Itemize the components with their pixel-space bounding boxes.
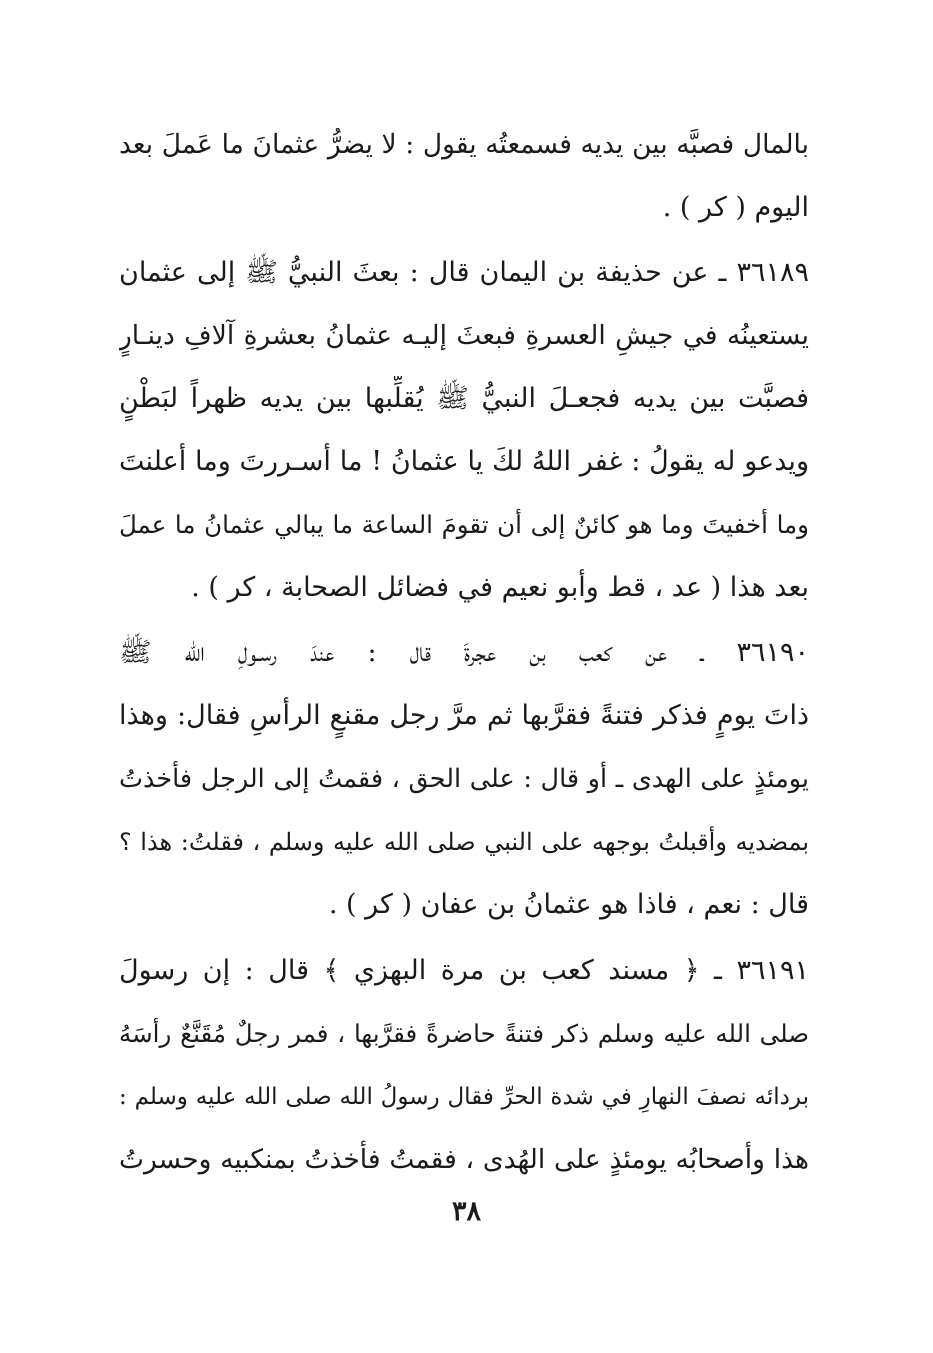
- hadith-heading-line: ٣٦١٩٠ ـ عن كعب بن عجرةَ قال : عندَ رسـولِ الله ﷺ: [119, 637, 809, 668]
- text-line: وما أخفيتَ وما هو كائنٌ إلى أن تقومَ الساعة ما يبالي عثمانُ ما عملَ: [119, 510, 809, 539]
- text-line: بمضديه وأقبلتُ بوجهه على النبي صلى الله عليه وسلم ، فقلتُ: هذا ؟: [119, 828, 809, 856]
- text-line: يومئذٍ على الهدى ـ أو قال : على الحق ، فقمتُ إلى الرجل فأخذتُ: [119, 764, 809, 794]
- text-line: بعد هذا ( عد ، قط وأبو نعيم في فضائل الصحابة ، كر ) .: [191, 572, 809, 603]
- text-line: هذا وأصحابُه يومئذٍ على الهُدى ، فقمتُ فأخذتُ بمنكبيه وحسرتُ: [119, 1144, 809, 1175]
- text-line: اليوم ( كر ) .: [662, 192, 809, 223]
- text-line: ذاتَ يومٍ فذكر فتنةً فقرَّبها ثم مرَّ رجل مقنعٍ الرأسِ فقال: وهذا: [119, 700, 809, 731]
- text-line: ويدعو له يقولُ : غفر اللهُ لكَ يا عثمانُ ! ما أسـررتَ وما أعلنتَ: [119, 446, 809, 477]
- text-line: بالمال فصبَّه بين يديه فسمعتُه يقول : لا يضرُّ عثمانَ ما عَملَ بعد: [119, 129, 809, 160]
- text-line: بردائه نصفَ النهارِ في شدة الحرِّ فقال رسولُ الله صلى الله عليه وسلم :: [119, 1084, 809, 1110]
- hadith-heading-line: ٣٦١٩١ ـ ﴿ مسند كعب بن مرة البهزي ﴾ قال : إن رسولَ: [119, 955, 809, 986]
- hadith-heading-line: ٣٦١٨٩ ـ عن حذيفة بن اليمان قال : بعثَ النبيُّ ﷺ إلى عثمان: [119, 257, 809, 288]
- text-line: فصبَّت بين يديه فجعـلَ النبيُّ ﷺ يُقلِّبها بين يديه ظهراً لبَطْنٍ: [119, 383, 809, 414]
- text-line: يستعينُه في جيشِ العسرةِ فبعثَ إليـه عثمانُ بعشرةِ آلافِ دينـارٍ: [119, 320, 809, 351]
- text-line: قال : نعم ، فاذا هو عثمانُ بن عفان ( كر ) .: [328, 889, 809, 920]
- text-line: صلى الله عليه وسلم ذكر فتنةً حاضرةً فقرَّبها ، فمر رجلٌ مُقَنَّعٌ رأسَهُ: [119, 1019, 809, 1048]
- page-number: ٣٨: [451, 1196, 481, 1227]
